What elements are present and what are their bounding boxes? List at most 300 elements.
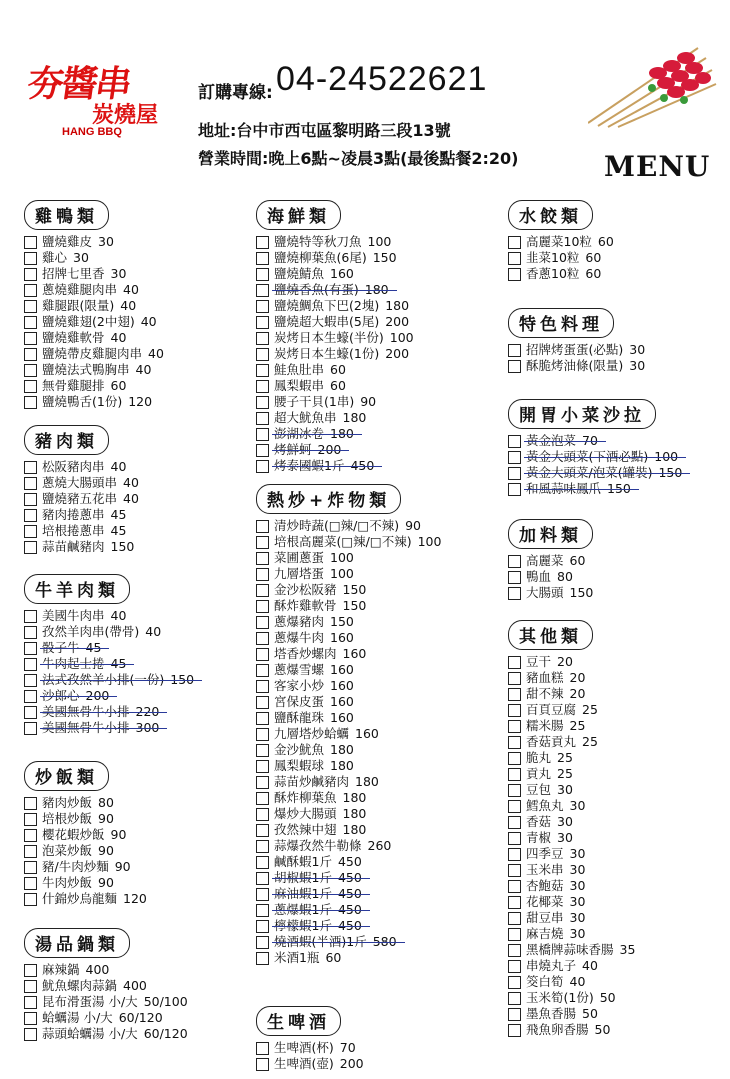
order-checkbox[interactable] [256,300,269,313]
item-name: 蔥爆豬肉 [274,614,325,629]
order-checkbox[interactable] [256,584,269,597]
menu-item [24,378,164,394]
item-name: 鹽燒超大蝦串(5尾) [274,314,380,329]
menu-item [256,598,441,614]
order-checkbox[interactable] [508,768,521,781]
item-price: 160 [330,678,354,693]
order-checkbox[interactable] [256,316,269,329]
order-checkbox[interactable] [24,509,37,522]
order-checkbox[interactable] [24,252,37,265]
menu-item [256,726,441,742]
order-checkbox[interactable] [256,536,269,549]
menu-item [256,758,441,774]
order-checkbox[interactable] [24,813,37,826]
section-title: 開胃小菜沙拉 [508,399,656,429]
item-price: 150 [658,465,683,480]
order-checkbox[interactable] [24,610,37,623]
item-name: 蒜苗鹹豬肉 [42,539,105,554]
order-checkbox[interactable] [508,467,521,480]
item-price: 150 [372,250,397,265]
menu-item [508,1006,635,1022]
order-checkbox[interactable] [508,816,521,829]
order-checkbox[interactable] [508,944,521,957]
item-name: 胡椒蝦1斤 [274,870,332,885]
order-checkbox[interactable] [508,992,521,1005]
item-name: 培根高麗菜(□辣/□不辣) [274,534,412,549]
item-name: 蛤蠣湯 小/大 [42,1010,113,1025]
item-name: 玉米筍(1份) [526,990,594,1005]
item-name: 塔香炒螺肉 [274,646,337,661]
order-checkbox[interactable] [508,752,521,765]
order-checkbox[interactable] [256,616,269,629]
item-price: 20 [557,654,573,669]
item-price: 160 [342,646,367,661]
order-checkbox[interactable] [256,872,269,885]
item-price: 40 [110,608,127,623]
order-checkbox[interactable] [256,776,269,789]
section-stirfry [256,484,441,966]
order-checkbox[interactable] [256,888,269,901]
item-name: 美國無骨牛小排 [42,704,130,719]
order-checkbox[interactable] [256,952,269,965]
item-name: 酥脆烤油條(限量) [526,358,624,373]
item-name: 鹽燒香魚(有蛋) [274,282,359,297]
item-price: 300 [135,720,160,735]
item-name: 黃金泡菜 [526,433,577,448]
item-price: 50 [582,1006,598,1021]
menu-item [24,640,194,656]
item-name: 鹹酥蝦1斤 [274,854,332,869]
item-name: 沙郎心 [42,688,80,703]
item-name: 炭烤日本生蠔(1份) [274,346,380,361]
item-price: 200 [85,688,110,703]
item-price: 160 [355,726,379,741]
order-checkbox[interactable] [508,704,521,717]
item-price: 90 [98,811,114,826]
item-price: 100 [330,566,354,581]
item-name: 米酒1瓶 [274,950,320,965]
order-checkbox[interactable] [508,896,521,909]
order-checkbox[interactable] [508,800,521,813]
order-checkbox[interactable] [508,268,521,281]
item-name: 骰子牛 [42,640,80,655]
menu-item [508,481,682,497]
order-checkbox[interactable] [256,332,269,345]
item-name: 貢丸 [526,766,552,781]
order-checkbox[interactable] [256,396,269,409]
order-checkbox[interactable] [508,784,521,797]
item-price: 60 [330,362,346,377]
item-price: 40 [110,330,127,345]
order-checkbox[interactable] [508,880,521,893]
order-checkbox[interactable] [508,1008,521,1021]
item-name: 高麗菜 [526,553,564,568]
order-checkbox[interactable] [508,656,521,669]
order-checkbox[interactable] [508,555,521,568]
order-checkbox[interactable] [256,268,269,281]
order-checkbox[interactable] [24,380,37,393]
item-name: 泡菜炒飯 [42,843,93,858]
order-checkbox[interactable] [24,364,37,377]
section-soup [24,928,188,1042]
menu-item [24,298,164,314]
item-name: 香菇 [526,814,552,829]
order-checkbox[interactable] [256,648,269,661]
item-name: 烤泰國蝦1斤 [274,458,345,473]
order-checkbox[interactable] [256,680,269,693]
item-name: 鹽燒鴨舌(1份) [42,394,123,409]
menu-item [256,330,414,346]
order-checkbox[interactable] [256,904,269,917]
section-title: 特色料理 [508,308,614,338]
order-checkbox[interactable] [24,964,37,977]
item-price: 60 [110,378,127,393]
order-checkbox[interactable] [24,268,37,281]
item-name: 松阪豬肉串 [42,459,105,474]
order-checkbox[interactable] [24,706,37,719]
item-price: 30 [98,234,114,249]
item-name: 蔥爆牛肉 [274,630,325,645]
item-price: 25 [582,702,598,717]
item-name: 超大魷魚串 [274,410,337,425]
item-name: 香蔥10粒 [526,266,580,281]
menu-item [24,843,147,859]
order-checkbox[interactable] [508,252,521,265]
item-price: 160 [330,630,354,645]
order-checkbox[interactable] [24,861,37,874]
order-checkbox[interactable] [24,722,37,735]
item-price: 160 [330,266,354,281]
item-price: 160 [330,662,354,677]
order-checkbox[interactable] [24,284,37,297]
order-checkbox[interactable] [24,626,37,639]
item-name: 鱈魚丸 [526,798,564,813]
order-checkbox[interactable] [256,520,269,533]
order-checkbox[interactable] [256,444,269,457]
item-price: 60 [585,250,602,265]
order-checkbox[interactable] [256,600,269,613]
order-checkbox[interactable] [508,688,521,701]
item-price: 450 [337,854,362,869]
order-checkbox[interactable] [24,525,37,538]
section-title: 湯品鍋類 [24,928,130,958]
item-name: 無骨雞腿排 [42,378,105,393]
order-checkbox[interactable] [256,284,269,297]
menu-item [24,314,164,330]
order-checkbox[interactable] [256,744,269,757]
order-checkbox[interactable] [24,1028,37,1041]
item-name: 鳳梨蝦球 [274,758,325,773]
menu-item [24,459,139,475]
menu-item [508,433,682,449]
item-price: 25 [582,734,598,749]
order-checkbox[interactable] [256,808,269,821]
item-price: 200 [385,346,410,361]
item-name: 蔥燒雞腿肉串 [42,282,118,297]
item-name: 九層塔炒蛤蠣 [274,726,350,741]
order-checkbox[interactable] [24,797,37,810]
menu-item [24,346,164,362]
item-name: 蒜苗炒鹹豬肉 [274,774,350,789]
menu-item [24,539,139,555]
menu-item [508,750,635,766]
item-price: 40 [148,346,164,361]
item-name: 麻吉燒 [526,926,564,941]
order-checkbox[interactable] [256,920,269,933]
menu-item [24,688,194,704]
menu-item [508,654,635,670]
section-extra [508,519,593,601]
item-name: 客家小炒 [274,678,325,693]
order-checkbox[interactable] [24,541,37,554]
menu-item [256,378,414,394]
order-checkbox[interactable] [256,236,269,249]
order-checkbox[interactable] [508,736,521,749]
section-pork [24,425,139,555]
item-price: 200 [339,1056,364,1071]
order-checkbox[interactable] [24,690,37,703]
order-checkbox[interactable] [24,396,37,409]
item-name: 豬/牛肉炒麵 [42,859,109,874]
order-checkbox[interactable] [24,845,37,858]
order-checkbox[interactable] [24,996,37,1009]
item-price: 50/100 [143,994,188,1009]
order-checkbox[interactable] [256,760,269,773]
item-name: 孜然辣中翅 [274,822,337,837]
item-price: 450 [337,870,362,885]
order-checkbox[interactable] [256,348,269,361]
order-checkbox[interactable] [508,912,521,925]
item-price: 120 [123,891,147,906]
item-name: 清炒時蔬(□辣/□不辣) [274,518,400,533]
item-price: 30 [569,862,586,877]
item-price: 30 [569,878,586,893]
item-name: 甜豆串 [526,910,564,925]
order-checkbox[interactable] [24,493,37,506]
order-checkbox[interactable] [508,236,521,249]
menu-item [256,534,441,550]
item-price: 180 [330,742,354,757]
item-name: 鹽燒鯛魚下巴(2塊) [274,298,380,313]
menu-item [256,442,414,458]
order-checkbox[interactable] [508,976,521,989]
order-checkbox[interactable] [24,877,37,890]
item-name: 金沙魷魚 [274,742,325,757]
item-name: 酥炸雞軟骨 [274,598,337,613]
menu-item [256,678,441,694]
order-checkbox[interactable] [256,552,269,565]
order-checkbox[interactable] [24,658,37,671]
order-checkbox[interactable] [24,893,37,906]
item-name: 蔥燒大腸頭串 [42,475,118,490]
order-checkbox[interactable] [24,829,37,842]
order-checkbox[interactable] [256,380,269,393]
order-checkbox[interactable] [24,236,37,249]
item-price: 45 [110,507,127,522]
section-title: 生啤酒 [256,1006,341,1036]
item-name: 甜不辣 [526,686,564,701]
item-name: 招牌七里香 [42,266,105,281]
order-checkbox[interactable] [256,1042,269,1055]
item-name: 豆包 [526,782,552,797]
menu-item [508,798,635,814]
order-checkbox[interactable] [256,728,269,741]
order-checkbox[interactable] [24,300,37,313]
menu-item [256,838,441,854]
item-price: 30 [569,846,586,861]
item-price: 180 [342,790,367,805]
order-checkbox[interactable] [508,344,521,357]
item-price: 40 [123,475,139,490]
section-dumpling [508,200,614,282]
item-name: 蒜爆孜然牛勒條 [274,838,362,853]
order-checkbox[interactable] [24,332,37,345]
menu-item [508,569,593,585]
menu-item [24,362,164,378]
order-checkbox[interactable] [256,252,269,265]
menu-item [508,942,635,958]
order-checkbox[interactable] [256,840,269,853]
order-checkbox[interactable] [508,960,521,973]
order-checkbox[interactable] [508,672,521,685]
item-price: 80 [98,795,114,810]
order-checkbox[interactable] [256,856,269,869]
order-checkbox[interactable] [508,720,521,733]
order-checkbox[interactable] [256,696,269,709]
logo-subtitle: 炭燒屋 [92,102,159,128]
order-checkbox[interactable] [256,1058,269,1071]
order-checkbox[interactable] [256,412,269,425]
item-price: 450 [337,886,362,901]
item-name: 花椰菜 [526,894,564,909]
item-name: 燒酒蝦(半酒)1斤 [274,934,367,949]
item-name: 鴨血 [526,569,552,584]
menu-item [508,766,635,782]
item-price: 90 [405,518,421,533]
item-price: 45 [85,640,102,655]
item-price: 70 [339,1040,356,1055]
section-seafood [256,200,414,474]
item-price: 100 [417,534,442,549]
order-checkbox[interactable] [256,428,269,441]
item-name: 脆丸 [526,750,552,765]
item-name: 蒜頭蛤蠣湯 小/大 [42,1026,138,1041]
menu-item [508,926,635,942]
menu-item [256,582,441,598]
order-checkbox[interactable] [256,460,269,473]
menu-item [256,918,441,934]
order-checkbox[interactable] [24,461,37,474]
item-price: 60 [569,553,586,568]
item-price: 30 [110,266,127,281]
item-name: 什錦炒烏龍麵 [42,891,118,906]
order-checkbox[interactable] [508,360,521,373]
menu-item [256,902,441,918]
item-name: 招牌烤蛋蛋(必點) [526,342,624,357]
order-checkbox[interactable] [508,832,521,845]
item-name: 筊白筍 [526,974,564,989]
item-name: 澎湖冰卷 [274,426,325,441]
menu-item [508,782,635,798]
item-price: 90 [360,394,377,409]
menu-item [256,518,441,534]
menu-item [256,646,441,662]
menu-item [24,795,147,811]
item-price: 100 [389,330,414,345]
section-title: 牛羊肉類 [24,574,130,604]
order-checkbox[interactable] [24,674,37,687]
menu-item [256,282,414,298]
order-checkbox[interactable] [24,980,37,993]
item-name: 韭菜10粒 [526,250,580,265]
item-name: 雞心 [42,250,68,265]
business-hours: 營業時間:晚上6點~凌晨3點(最後點餐2:20) [198,149,519,168]
item-name: 菜圃蔥蛋 [274,550,325,565]
item-name: 生啤酒(杯) [274,1040,334,1055]
menu-item [24,811,147,827]
order-checkbox[interactable] [508,483,521,496]
order-checkbox[interactable] [256,364,269,377]
order-checkbox[interactable] [508,928,521,941]
order-checkbox[interactable] [24,1012,37,1025]
phone-label: 訂購專線: [198,83,273,103]
item-name: 鮭魚肚串 [274,362,325,377]
menu-item [24,250,164,266]
order-checkbox[interactable] [508,587,521,600]
order-checkbox[interactable] [256,632,269,645]
menu-item [256,426,414,442]
item-name: 豬肉捲蔥串 [42,507,105,522]
item-name: 雞腿跟(限量) [42,298,115,313]
order-checkbox[interactable] [256,664,269,677]
menu-item [24,720,194,736]
menu-item [256,1040,364,1056]
order-checkbox[interactable] [508,1024,521,1037]
order-checkbox[interactable] [256,712,269,725]
menu-item [24,266,164,282]
item-price: 30 [569,894,586,909]
order-checkbox[interactable] [24,642,37,655]
order-checkbox[interactable] [508,451,521,464]
order-checkbox[interactable] [24,348,37,361]
item-name: 昆布滑蛋湯 小/大 [42,994,138,1009]
order-checkbox[interactable] [508,848,521,861]
item-price: 160 [330,710,354,725]
order-checkbox[interactable] [256,936,269,949]
item-price: 180 [330,426,354,441]
order-checkbox[interactable] [256,824,269,837]
order-checkbox[interactable] [256,568,269,581]
order-checkbox[interactable] [508,435,521,448]
item-price: 450 [337,918,362,933]
skewers-icon [588,28,718,128]
menu-item [24,672,194,688]
order-checkbox[interactable] [508,571,521,584]
item-name: 鹽燒柳葉魚(6尾) [274,250,367,265]
item-name: 蔥爆蝦1斤 [274,902,332,917]
order-checkbox[interactable] [24,316,37,329]
item-name: 四季豆 [526,846,564,861]
menu-item [24,891,147,907]
item-price: 150 [110,539,135,554]
order-checkbox[interactable] [508,864,521,877]
menu-item [256,314,414,330]
order-checkbox[interactable] [256,792,269,805]
order-checkbox[interactable] [24,477,37,490]
menu-item [24,491,139,507]
menu-item [256,458,414,474]
item-name: 鳳梨蝦串 [274,378,325,393]
